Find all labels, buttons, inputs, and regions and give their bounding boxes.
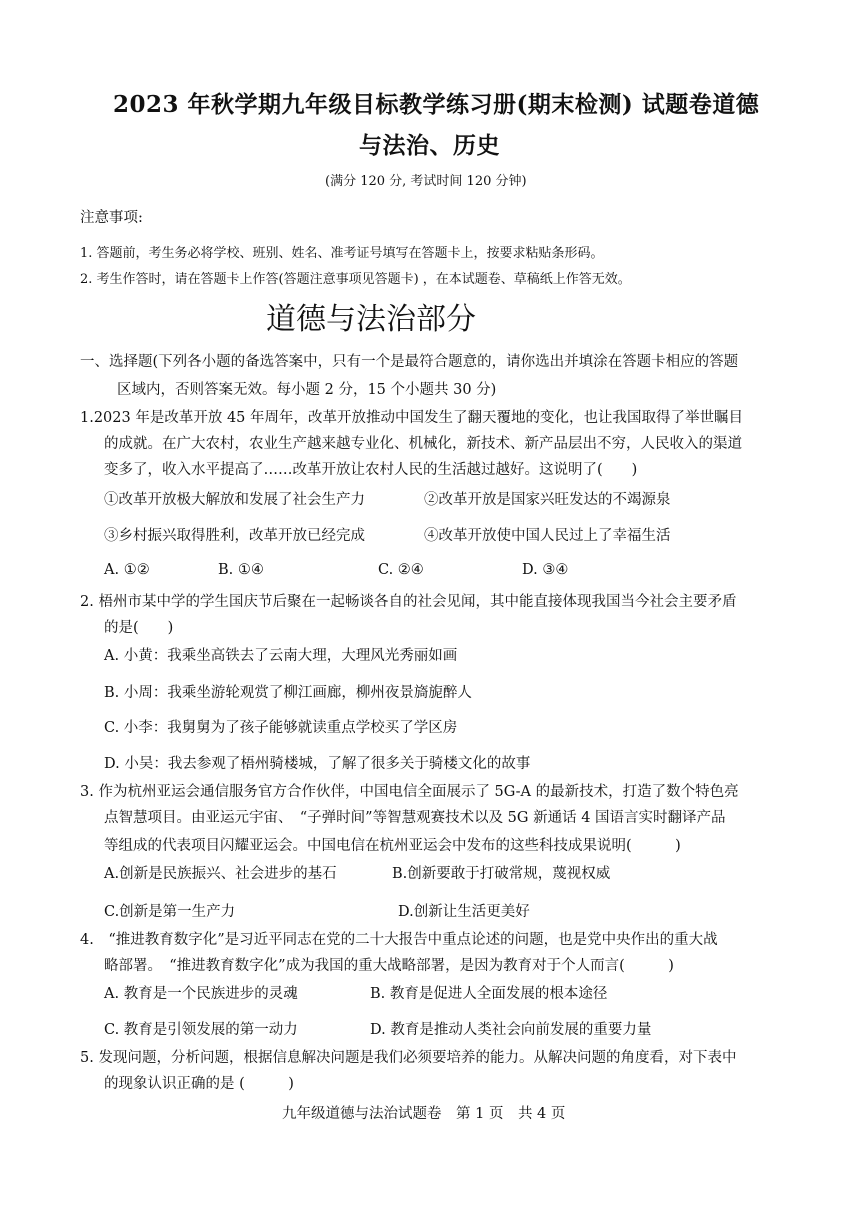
question-2-line2: 的是( ): [104, 620, 174, 636]
page-footer: 九年级道德与法治试题卷 第 1 页 共 4 页: [282, 1106, 566, 1122]
question-2-option-c: C. 小李：我舅舅为了孩子能够就读重点学校买了学区房: [104, 720, 458, 736]
question-3-line1: 3. 作为杭州亚运会通信服务官方合作伙伴，中国电信全面展示了 5G-A 的最新技术，打造了数个特色亮: [80, 784, 739, 800]
question-4-line1: 4. “推进教育数字化”是习近平同志在党的二十大报告中重点论述的问题，也是党中央作出的重大战: [80, 932, 718, 948]
section-title: 道德与法治部分: [266, 302, 476, 337]
question-1-statement-3: ③乡村振兴取得胜利，改革开放已经完成: [104, 528, 365, 544]
question-1-line3: 变多了，收入水平提高了……改革开放让农村人民的生活越过越好。这说明了( ): [104, 462, 638, 478]
notes-item-2: 2. 考生作答时，请在答题卡上作答(答题注意事项见答题卡) ，在本试题卷、草稿纸上作答无效。: [80, 272, 631, 287]
question-3-line3: 等组成的代表项目闪耀亚运会。中国电信在杭州亚运会中发布的这些科技成果说明( ): [104, 838, 681, 854]
question-4-option-a: A. 教育是一个民族进步的灵魂: [104, 986, 298, 1002]
question-4-option-d: D. 教育是推动人类社会向前发展的重要力量: [370, 1022, 652, 1038]
part1-instruction-line1: 一、选择题(下列各小题的备选答案中，只有一个是最符合题意的，请你选出并填涂在答题卡相应的答题: [80, 354, 739, 370]
question-3-option-d: D.创新让生活更美好: [398, 904, 530, 920]
question-1-option-d: D. ③④: [522, 562, 569, 578]
document-title-line1: 2023 年秋学期九年级目标教学练习册(期末检测) 试题卷道德: [113, 91, 760, 118]
question-2-option-d: D. 小吴：我去参观了梧州骑楼城，了解了很多关于骑楼文化的故事: [104, 756, 531, 772]
question-1-line2: 的成就。在广大农村，农业生产越来越专业化、机械化，新技术、新产品层出不穷，人民收入的渠道: [104, 436, 742, 452]
question-1-line1: 1.2023 年是改革开放 45 年周年，改革开放推动中国发生了翻天覆地的变化，也让我国取得了举世瞩目: [80, 410, 744, 426]
question-4-line2: 略部署。 “推进教育数字化”成为我国的重大战略部署，是因为教育对于个人而言( ): [104, 958, 674, 974]
notes-heading: 注意事项:: [80, 210, 143, 226]
question-1-option-c: C. ②④: [378, 562, 424, 578]
part1-instruction-line2: 区域内，否则答案无效。每小题 2 分，15 个小题共 30 分): [117, 382, 497, 398]
question-1-option-b: B. ①④: [218, 562, 264, 578]
question-3-line2: 点智慧项目。由亚运元宇宙、 “子弹时间”等智慧观赛技术以及 5G 新通话 4 国语言实时翻译产品: [104, 810, 726, 826]
question-2-option-b: B. 小周：我乘坐游轮观赏了柳江画廊，柳州夜景旖旎醉人: [104, 685, 472, 701]
question-2-line1: 2. 梧州市某中学的学生国庆节后聚在一起畅谈各自的社会见闻，其中能直接体现我国当今社会主要矛盾: [80, 594, 737, 610]
question-4-option-b: B. 教育是促进人全面发展的根本途径: [370, 986, 608, 1002]
question-5-line2: 的现象认识正确的是 ( ): [104, 1076, 294, 1092]
question-3-option-a: A.创新是民族振兴、社会进步的基石: [104, 866, 337, 882]
notes-item-1: 1. 答题前，考生务必将学校、班别、姓名、准考证号填写在答题卡上，按要求粘贴条形码。: [80, 246, 604, 261]
question-1-option-a: A. ①②: [104, 562, 150, 578]
document-subtitle: (满分 120 分, 考试时间 120 分钟): [325, 174, 527, 189]
question-2-option-a: A. 小黄：我乘坐高铁去了云南大理，大理风光秀丽如画: [104, 648, 458, 664]
question-3-option-c: C.创新是第一生产力: [104, 904, 236, 920]
question-1-statement-2: ②改革开放是国家兴旺发达的不竭源泉: [424, 492, 671, 508]
document-title-line2: 与法治、历史: [359, 132, 500, 159]
question-4-option-c: C. 教育是引领发展的第一动力: [104, 1022, 298, 1038]
question-1-statement-1: ①改革开放极大解放和发展了社会生产力: [104, 492, 365, 508]
question-5-line1: 5. 发现问题，分析问题，根据信息解决问题是我们必须要培养的能力。从解决问题的角度看，对下表中: [80, 1050, 737, 1066]
question-3-option-b: B.创新要敢于打破常规，蔑视权威: [392, 866, 611, 882]
question-1-statement-4: ④改革开放使中国人民过上了幸福生活: [424, 528, 671, 544]
